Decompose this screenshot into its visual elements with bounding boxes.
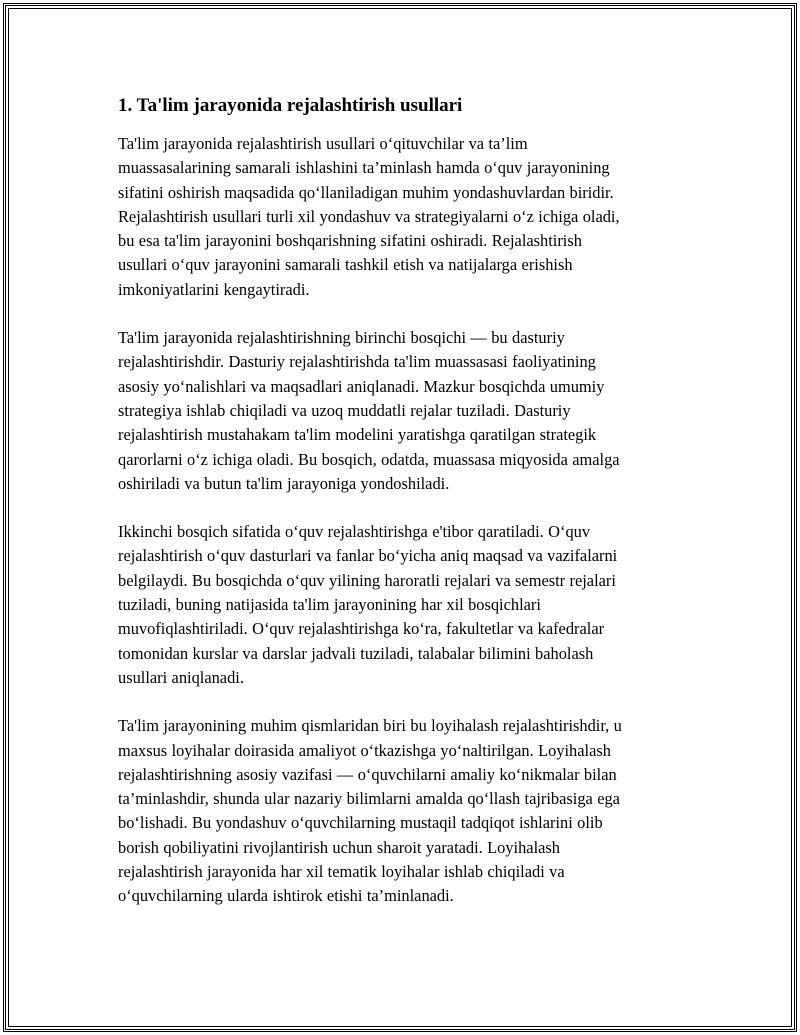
text-line: bo‘lishadi. Bu yondashuv o‘quvchilarning mustaqil tadqiqot ishlarini olib: [118, 813, 603, 833]
text-line: sifatini oshirish maqsadida qo‘llaniladigan muhim yondashuvlardan biridir.: [118, 182, 614, 202]
document-body: [118, 91, 698, 933]
text-line: asosiy yo‘nalishlari va maqsadlari aniqlanadi. Mazkur bosqichda umumiy: [118, 376, 605, 396]
text-line: strategiya ishlab chiqiladi va uzoq muddatli rejalar tuziladi. Dasturiy: [118, 400, 571, 420]
text-line: muassasalarining samarali ishlashini ta’minlash hamda o‘quv jarayonining: [118, 158, 610, 178]
text-line: belgilaydi. Bu bosqichda o‘quv yilining haroratli rejalari va semestr rejalari: [118, 570, 616, 590]
text-line: rejalashtirish jarayonida har xil tematik loyihalar ishlab chiqiladi va: [118, 862, 565, 882]
paragraph-3: [118, 520, 698, 690]
text-line: rejalashtirish o‘quv dasturlari va fanlar bo‘yicha aniq maqsad va vazifalarni: [118, 546, 618, 566]
text-line: usullari o‘quv jarayonini samarali tashkil etish va natijalarga erishish: [118, 255, 573, 275]
paragraph-1: [118, 132, 698, 302]
text-line: Ta'lim jarayonining muhim qismlaridan biri bu loyihalash rejalashtirishdir, u: [118, 716, 622, 736]
paragraph-2: [118, 326, 698, 496]
text-line: Rejalashtirish usullari turli xil yondashuv va strategiyalarni o‘z ichiga oladi,: [118, 206, 620, 226]
text-line: tuziladi, buning natijasida ta'lim jarayonining har xil bosqichlari: [118, 595, 541, 615]
text-line: Ta'lim jarayonida rejalashtirishning birinchi bosqichi — bu dasturiy: [118, 328, 565, 348]
section-heading: 1. Ta'lim jarayonida rejalashtirish usullari: [118, 95, 463, 116]
text-line: bu esa ta'lim jarayonini boshqarishning sifatini oshiradi. Rejalashtirish: [118, 231, 582, 251]
text-line: rejalashtirishdir. Dasturiy rejalashtirishda ta'lim muassasasi faoliyatining: [118, 352, 596, 372]
paragraph-4: [118, 714, 698, 908]
text-line: Ikkinchi bosqich sifatida o‘quv rejalashtirishga e'tibor qaratiladi. O‘quv: [118, 522, 591, 542]
text-line: qarorlarni o‘z ichiga oladi. Bu bosqich, odatda, muassasa miqyosida amalga: [118, 449, 620, 469]
text-line: muvofiqlashtiriladi. O‘quv rejalashtirishga ko‘ra, fakultetlar va kafedralar: [118, 619, 605, 639]
text-line: rejalashtirishning asosiy vazifasi — o‘quvchilarni amaliy ko‘nikmalar bilan: [118, 764, 617, 784]
text-line: ta’minlashdir, shunda ular nazariy bilimlarni amalda qo‘llash tajribasiga ega: [118, 789, 620, 809]
text-line: tomonidan kurslar va darslar jadvali tuziladi, talabalar bilimini baholash: [118, 643, 594, 663]
text-line: Ta'lim jarayonida rejalashtirish usullari o‘qituvchilar va ta’lim: [118, 134, 528, 153]
text-line: imkoniyatlarini kengaytiradi.: [118, 279, 310, 299]
text-line: usullari aniqlanadi.: [118, 667, 244, 687]
text-line: o‘quvchilarning ularda ishtirok etishi ta’minlanadi.: [118, 886, 454, 906]
text-line: borish qobiliyatini rivojlantirish uchun sharoit yaratadi. Loyihalash: [118, 837, 560, 857]
text-line: maxsus loyihalar doirasida amaliyot o‘tkazishga yo‘naltirilgan. Loyihalash: [118, 740, 611, 760]
text-line: rejalashtirish mustahakam ta'lim modelini yaratishga qaratilgan strategik: [118, 425, 597, 445]
text-line: oshiriladi va butun ta'lim jarayoniga yondoshiladi.: [118, 473, 450, 493]
